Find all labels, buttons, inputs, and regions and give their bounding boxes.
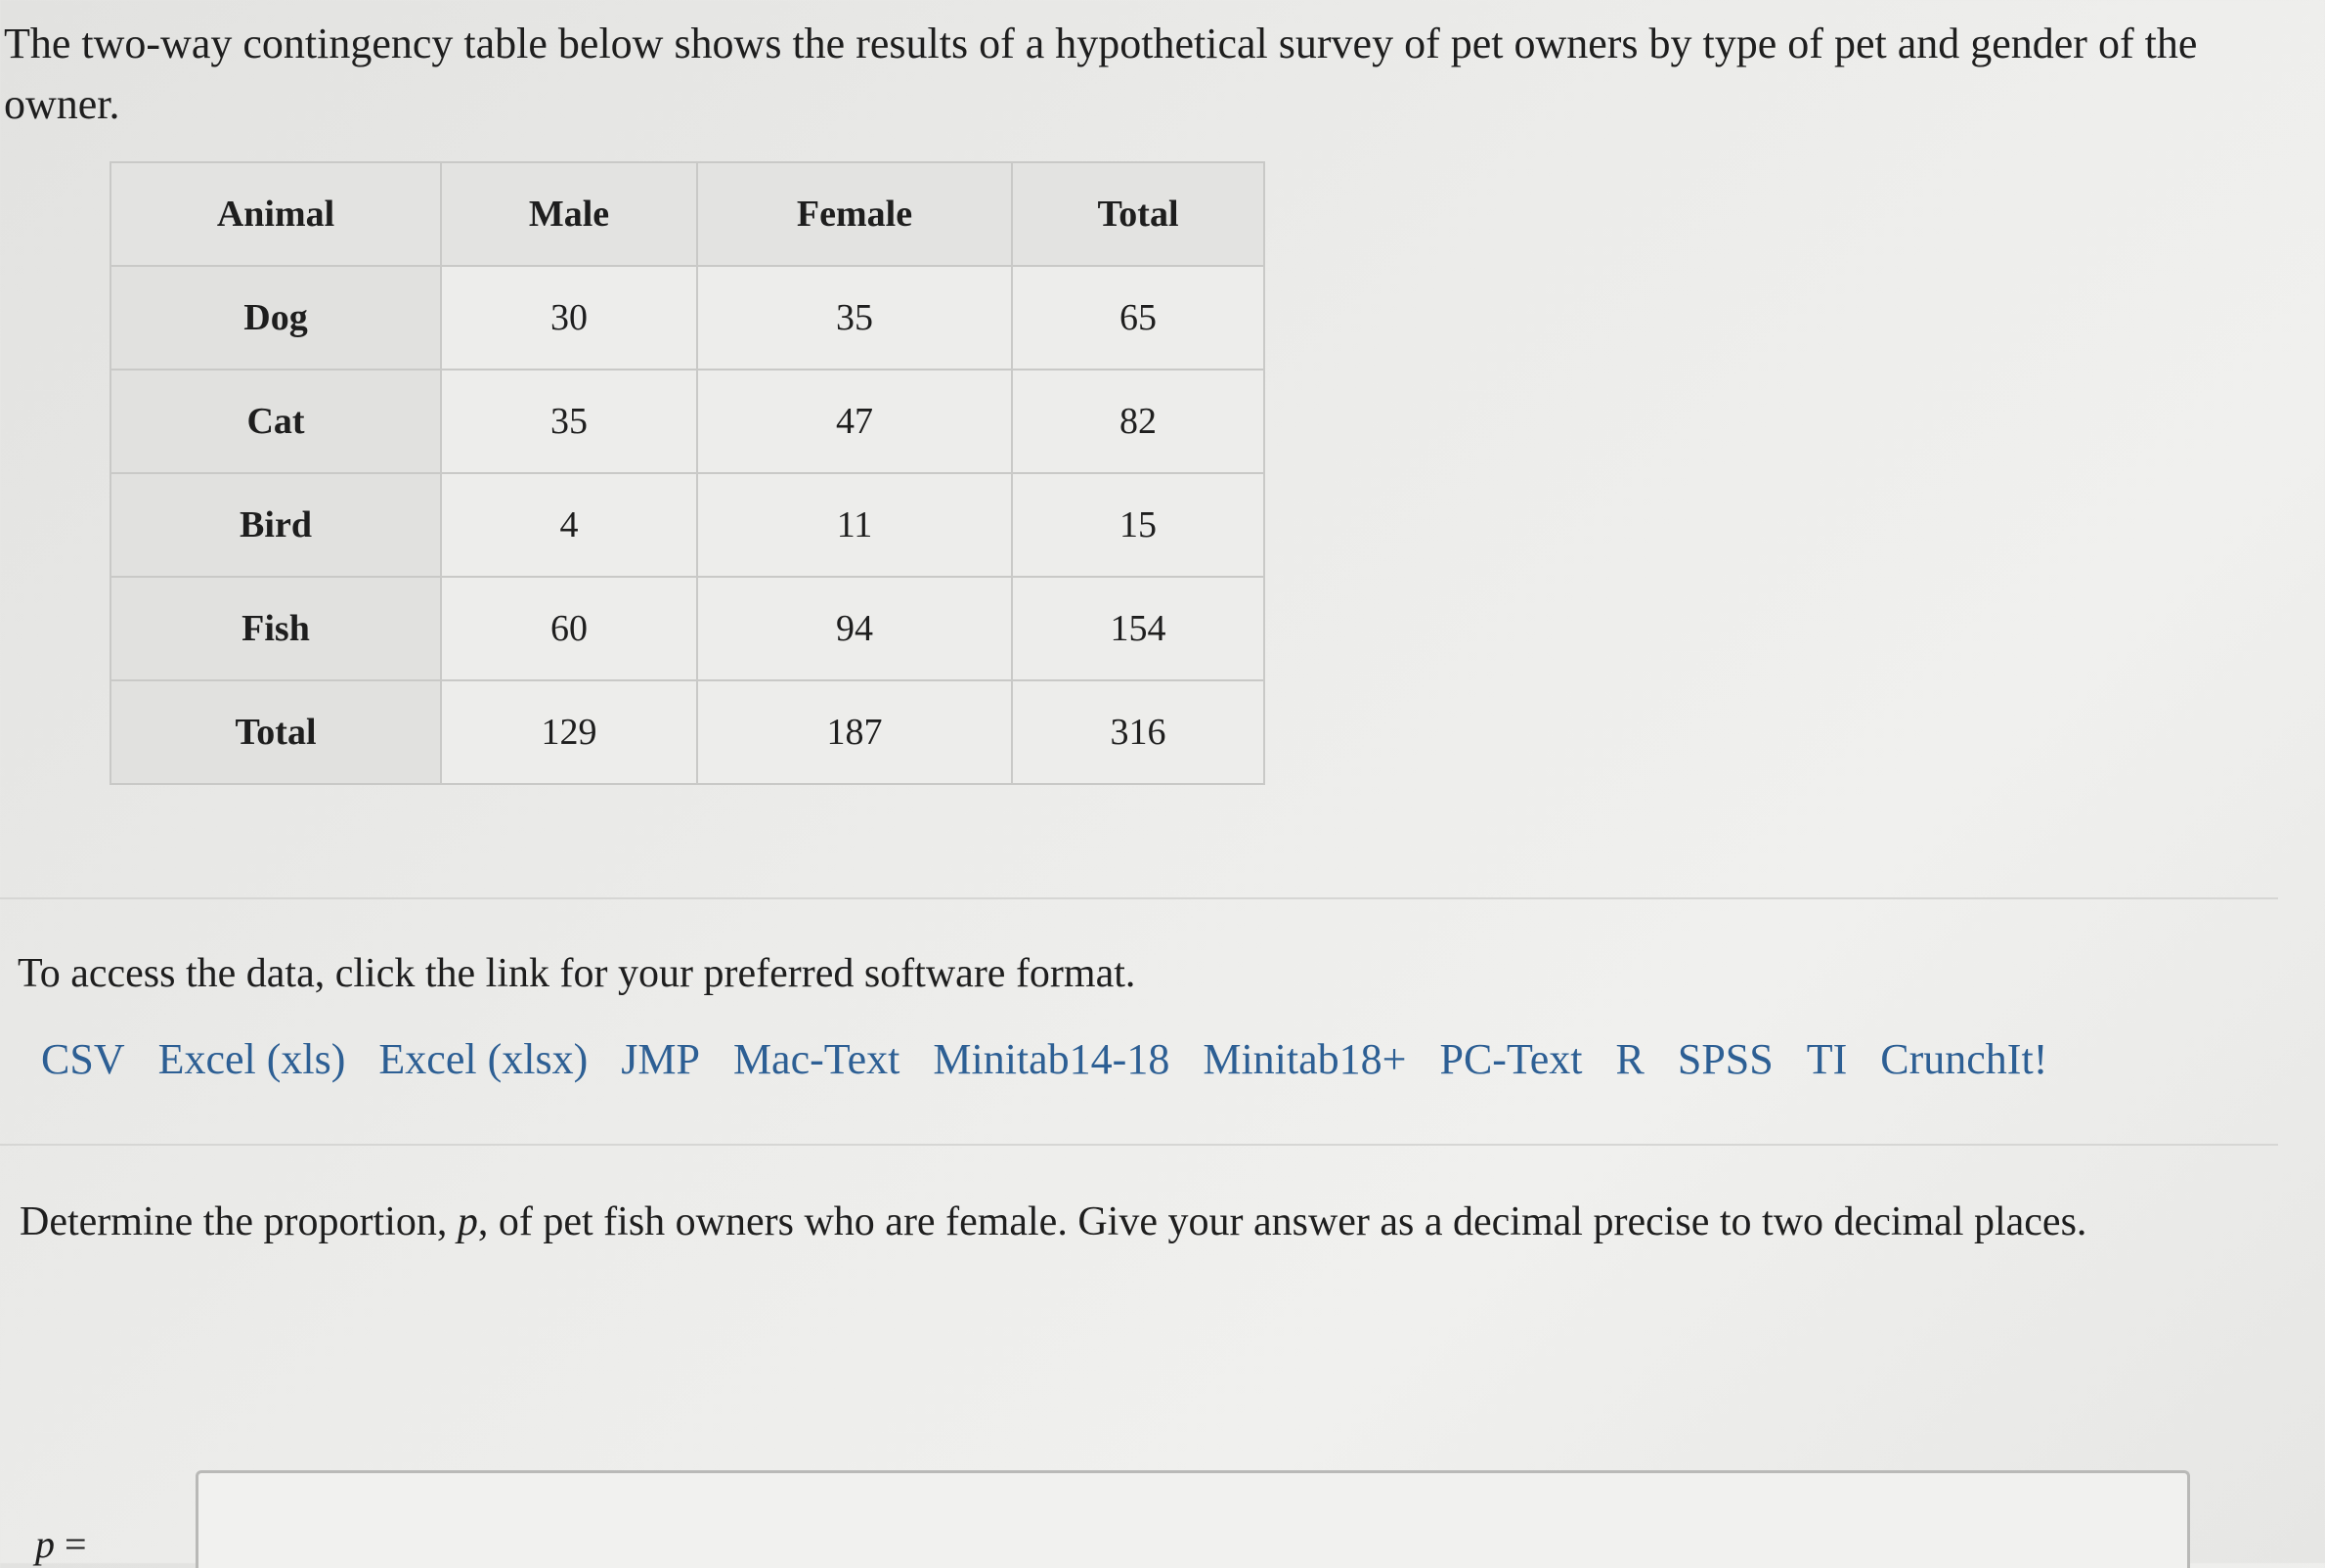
answer-variable: p: [35, 1522, 55, 1566]
link-spss[interactable]: SPSS: [1677, 1035, 1774, 1083]
problem-intro: The two-way contingency table below shows the results of a hypothetical survey of pet owners by type of pet and gender of the owner.: [4, 20, 2198, 128]
cell-male: 129: [441, 680, 697, 784]
contingency-table-container: [110, 161, 1265, 785]
question-text: [20, 1198, 2086, 1245]
table-row-cat: [110, 370, 1264, 473]
cell-total: 82: [1012, 370, 1264, 473]
row-label: Cat: [110, 370, 441, 473]
link-minitab18-plus[interactable]: Minitab18+: [1203, 1035, 1407, 1083]
link-excel-xls[interactable]: Excel (xls): [157, 1035, 346, 1083]
cell-total: 154: [1012, 577, 1264, 680]
cell-male: 4: [441, 473, 697, 577]
link-ti[interactable]: TI: [1806, 1035, 1848, 1083]
table-row-total: [110, 680, 1264, 784]
data-format-links: [41, 1034, 2047, 1084]
header-animal: Animal: [110, 162, 441, 266]
link-csv[interactable]: CSV: [41, 1035, 125, 1083]
header-male: Male: [441, 162, 697, 266]
cell-total: 65: [1012, 266, 1264, 370]
link-mac-text[interactable]: Mac-Text: [732, 1035, 900, 1083]
question-text-before: Determine the proportion,: [20, 1199, 458, 1244]
answer-equals: =: [55, 1522, 87, 1566]
cell-female: 94: [697, 577, 1012, 680]
cell-female: 11: [697, 473, 1012, 577]
cell-male: 35: [441, 370, 697, 473]
row-label: Fish: [110, 577, 441, 680]
row-label: Bird: [110, 473, 441, 577]
link-minitab14-18[interactable]: Minitab14-18: [933, 1035, 1170, 1083]
table-row-fish: [110, 577, 1264, 680]
cell-female: 187: [697, 680, 1012, 784]
header-total: Total: [1012, 162, 1264, 266]
cell-total: 15: [1012, 473, 1264, 577]
table-row-dog: [110, 266, 1264, 370]
answer-input[interactable]: [196, 1470, 2190, 1568]
cell-total: 316: [1012, 680, 1264, 784]
answer-label: [35, 1521, 87, 1567]
table-header-row: [110, 162, 1264, 266]
link-crunchit[interactable]: CrunchIt!: [1880, 1035, 2048, 1083]
link-r[interactable]: R: [1615, 1035, 1645, 1083]
section-divider: [0, 897, 2278, 899]
contingency-table: [110, 161, 1265, 785]
data-access-instructions: To access the data, click the link for your preferred software format.: [18, 951, 1136, 996]
cell-male: 30: [441, 266, 697, 370]
table-row-bird: [110, 473, 1264, 577]
section-divider: [0, 1144, 2278, 1146]
question-variable: p: [457, 1199, 478, 1244]
link-pc-text[interactable]: PC-Text: [1439, 1035, 1583, 1083]
header-female: Female: [697, 162, 1012, 266]
cell-male: 60: [441, 577, 697, 680]
cell-female: 35: [697, 266, 1012, 370]
link-excel-xlsx[interactable]: Excel (xlsx): [378, 1035, 589, 1083]
row-label: Total: [110, 680, 441, 784]
link-jmp[interactable]: JMP: [621, 1035, 700, 1083]
row-label: Dog: [110, 266, 441, 370]
question-text-after: , of pet fish owners who are female. Give your answer as a decimal precise to two decimal places.: [477, 1199, 2087, 1244]
cell-female: 47: [697, 370, 1012, 473]
